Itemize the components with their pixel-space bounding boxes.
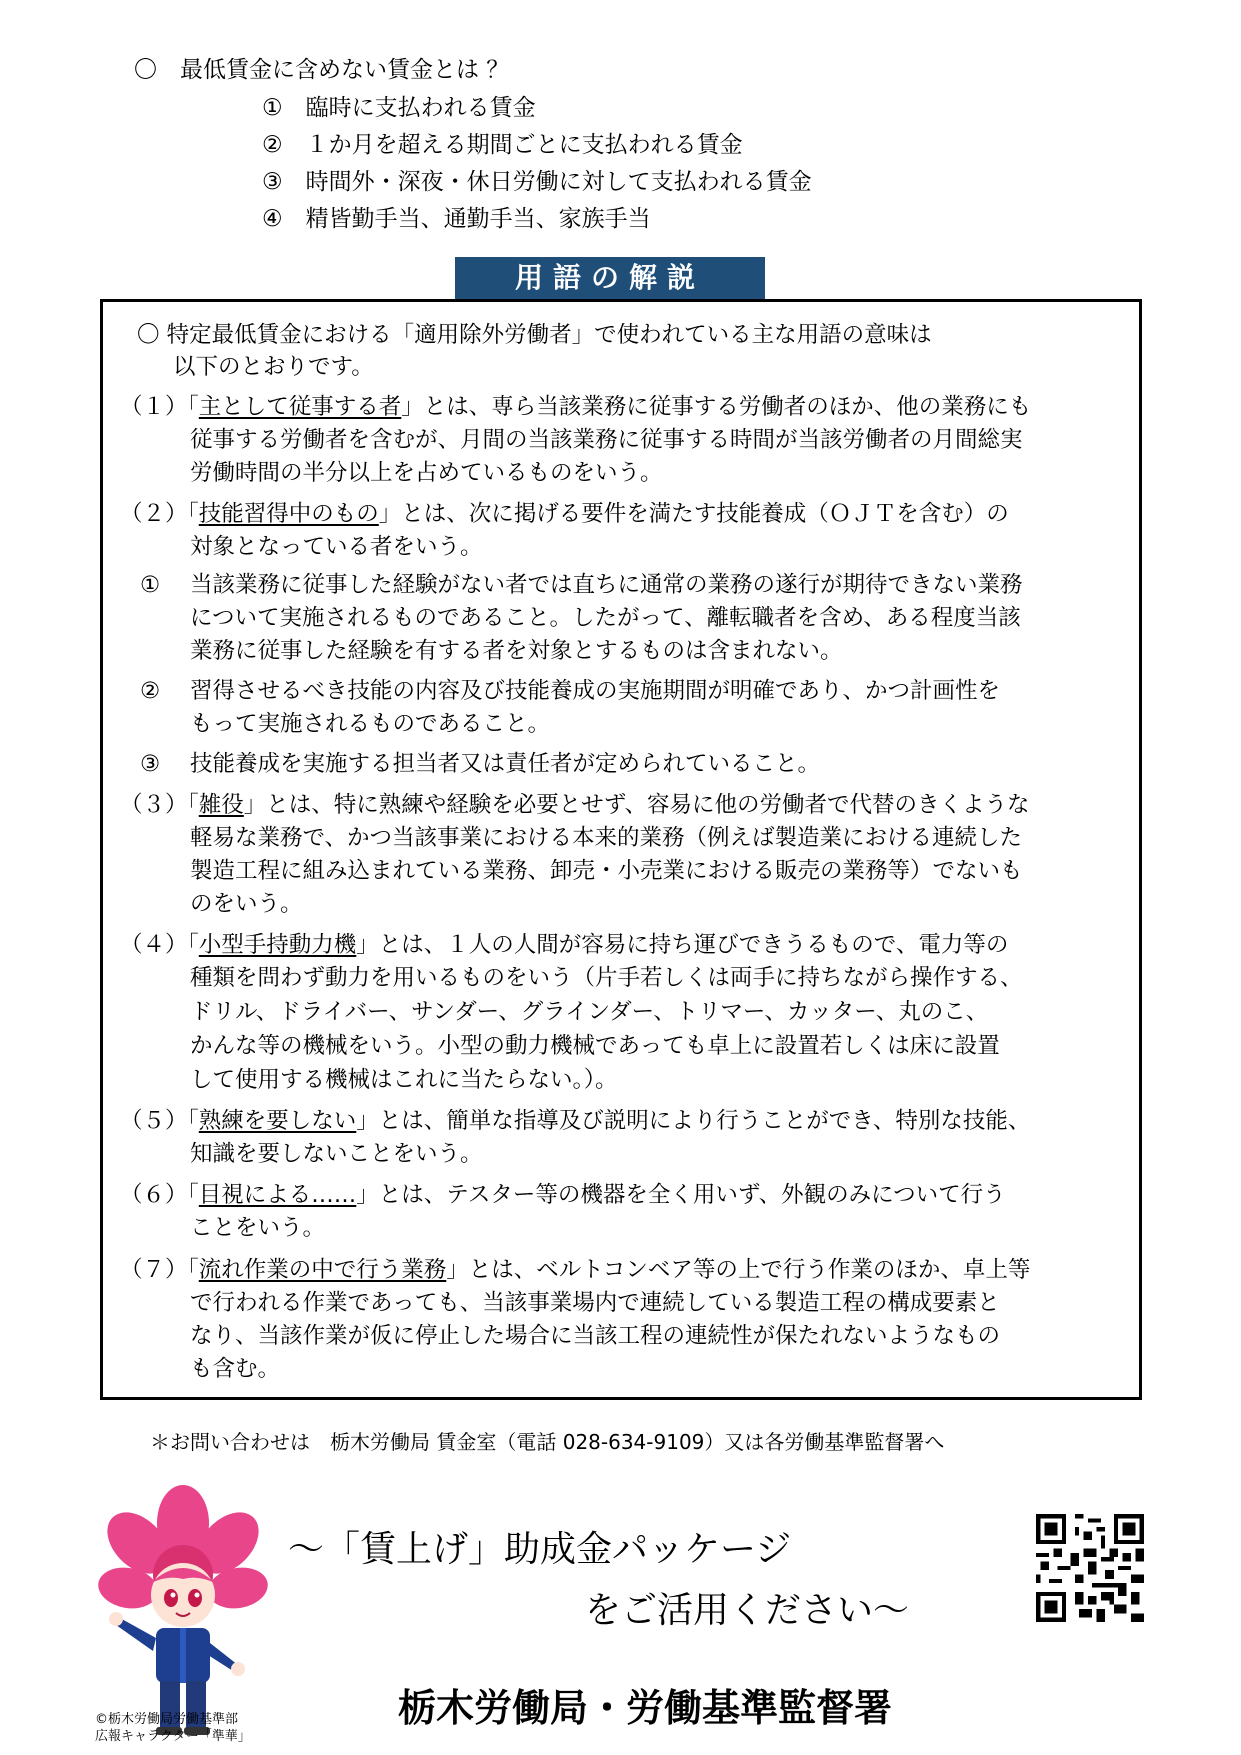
exclusion-item-1: ① 臨時に支払われる賃金 (262, 95, 536, 121)
term-word: 技能習得中のもの (198, 501, 379, 527)
mascot-illustration-icon (98, 1483, 268, 1743)
term-2: （２）「技能習得中のもの」とは、次に掲げる要件を満たす技能養成（ＯＪＴを含む）の (120, 501, 1009, 527)
qr-code-icon[interactable] (1036, 1514, 1144, 1622)
min-wage-exclusion-heading: 〇 最低賃金に含めない賃金とは ？ (134, 57, 510, 83)
term-def-line: 」とは、専ら当該業務に従事する労働者のほか、他の業務にも (401, 394, 1032, 420)
term-1: （１）「主として従事する者」とは、専ら当該業務に従事する労働者のほか、他の業務にも (120, 394, 1032, 420)
term-3: （３）「雑役」とは、特に熟練や経験を必要とせず、容易に他の労働者で代替のきくような (120, 792, 1030, 818)
term-def-line: 軽易な業務で、かつ当該事業における本来的業務（例えば製造業における連続した (190, 825, 1023, 851)
term-def-line: も含む。 (190, 1356, 281, 1382)
mascot-credit-line-2: 広報キャラクター「準華」 (95, 1729, 251, 1744)
term-number: （７） (120, 1257, 188, 1283)
term-def-line: 知識を要しないことをいう。 (190, 1141, 483, 1167)
term-word: 熟練を要しない (198, 1108, 357, 1134)
term-4: （４）「小型手持動力機」とは、１人の人間が容易に持ち運びできうるもので、電力等の (120, 932, 1009, 958)
term-number: （１） (120, 394, 188, 420)
term-def-line: 」とは、特に熟練や経験を必要とせず、容易に他の労働者で代替のきくような (243, 792, 1030, 818)
term-def-line: のをいう。 (190, 891, 303, 917)
term-word: 小型手持動力機 (198, 932, 357, 958)
mascot-credit-line-1: ©栃木労働局労働基準部 (95, 1712, 239, 1727)
sub-item-line: 習得させるべき技能の内容及び技能養成の実施期間が明確であり、かつ計画性を (190, 678, 1001, 704)
term-def-line: かんな等の機械をいう。小型の動力機械であっても卓上に設置若しくは床に設置 (190, 1033, 1000, 1059)
glossary-intro-line-1: 〇 特定最低賃金における「適用除外労働者」で使われている主な用語の意味は (137, 322, 932, 348)
term-def-line: 種類を問わず動力を用いるものをいう（片手若しくは両手に持ちながら操作する、 (190, 965, 1023, 991)
contact-info: ＊お問い合わせは 栃木労働局 賃金室（電話 028-634-9109）又は各労働基準監督署へ (150, 1430, 945, 1454)
term-def-line: ドリル、ドライバー、サンダー、グラインダー、トリマー、カッター、丸のこ、 (190, 999, 989, 1025)
sub-item-mark: ① (140, 572, 161, 598)
term-def-line: 対象となっている者をいう。 (190, 534, 483, 560)
term-word: 目視による…… (198, 1182, 357, 1208)
term-def-line: 製造工程に組み込まれている業務、卸売・小売業における販売の業務等）でないも (190, 858, 1023, 884)
term-word: 主として従事する者 (198, 394, 402, 420)
term-6: （６）「目視による……」とは、テスター等の機器を全く用いず、外観のみについて行う (120, 1182, 1006, 1208)
term-def-line: なり、当該作業が仮に停止した場合に当該工程の連続性が保たれないようなもの (190, 1323, 1001, 1349)
term-def-line: 」とは、テスター等の機器を全く用いず、外観のみについて行う (356, 1182, 1006, 1208)
exclusion-item-2: ② １か月を超える期間ごとに支払われる賃金 (262, 132, 743, 158)
sub-item-line: 業務に従事した経験を有する者を対象とするものは含まれない。 (190, 638, 843, 664)
footer-organization: 栃木労働局・労働基準監督署 (398, 1686, 893, 1730)
sub-item-line: 技能養成を実施する担当者又は責任者が定められていること。 (190, 751, 821, 777)
promo-line-2: をご活用ください～ (585, 1590, 910, 1631)
term-number: （５） (120, 1108, 188, 1134)
term-def-line: 」とは、１人の人間が容易に持ち運びできうるもので、電力等の (356, 932, 1009, 958)
glossary-intro-line-2: 以下のとおりです。 (173, 354, 374, 380)
term-7: （７）「流れ作業の中で行う業務」とは、ベルトコンベア等の上で行う作業のほか、卓上等 (120, 1257, 1031, 1283)
sub-item-mark: ③ (140, 751, 161, 777)
term-number: （２） (120, 501, 188, 527)
sub-item-line: 当該業務に従事した経験がない者では直ちに通常の業務の遂行が期待できない業務 (190, 572, 1023, 598)
term-def-line: で行われる作業であっても、当該事業場内で連続している製造工程の構成要素と (190, 1290, 1000, 1316)
sub-item-line: について実施されるものであること。したがって、離転職者を含め、ある程度当該 (190, 605, 1021, 631)
term-def-line: 」とは、簡単な指導及び説明により行うことができ、特別な技能、 (356, 1108, 1031, 1134)
term-number: （３） (120, 792, 188, 818)
term-def-line: 従事する労働者を含むが、月間の当該業務に従事する時間が当該労働者の月間総実 (190, 427, 1023, 453)
glossary-title: 用語の解説 (455, 257, 765, 299)
promo-line-1: ～「賃上げ」助成金パッケージ (288, 1529, 792, 1570)
sub-item-line: もって実施されるものであること。 (190, 711, 551, 737)
term-def-line: 」とは、次に掲げる要件を満たす技能養成（ＯＪＴを含む）の (378, 501, 1009, 527)
term-number: （６） (120, 1182, 188, 1208)
term-def-line: 労働時間の半分以上を占めているものをいう。 (190, 460, 663, 486)
exclusion-item-4: ④ 精皆勤手当、通勤手当、家族手当 (262, 206, 651, 232)
term-5: （５）「熟練を要しない」とは、簡単な指導及び説明により行うことができ、特別な技能、 (120, 1108, 1031, 1134)
term-word: 雑役 (198, 792, 244, 818)
term-def-line: 」とは、ベルトコンベア等の上で行う作業のほか、卓上等 (446, 1257, 1031, 1283)
sub-item-mark: ② (140, 678, 161, 704)
term-word: 流れ作業の中で行う業務 (198, 1257, 447, 1283)
exclusion-item-3: ③ 時間外・深夜・休日労働に対して支払われる賃金 (262, 169, 812, 195)
term-def-line: して使用する機械はこれに当たらない。）。 (190, 1067, 618, 1093)
term-def-line: ことをいう。 (190, 1215, 326, 1241)
term-number: （４） (120, 932, 188, 958)
